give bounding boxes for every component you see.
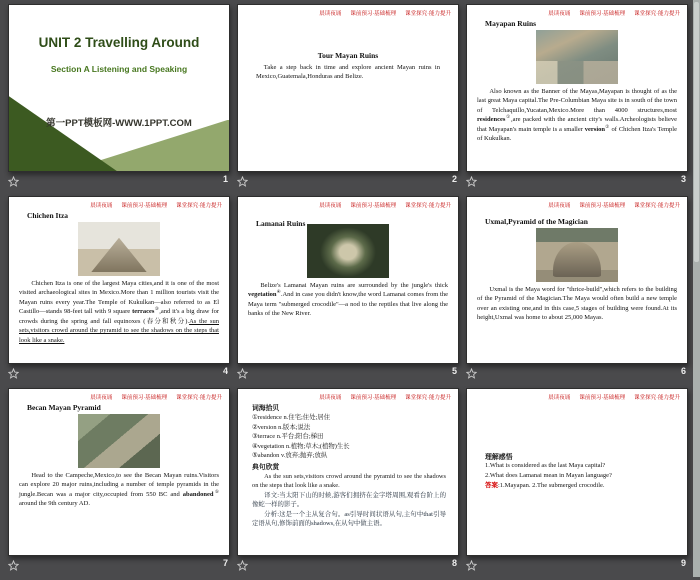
page-number: 5	[451, 366, 457, 376]
page-number: 3	[680, 174, 686, 184]
nav-link-explore[interactable]: 课堂探究·能力提升	[634, 11, 680, 17]
animation-star-icon[interactable]	[237, 368, 248, 379]
lesson-nav	[319, 9, 451, 17]
slide-footer	[466, 556, 688, 580]
slide-title: Tour Mayan Ruins	[317, 51, 379, 60]
nav-link-preview[interactable]: 课前预习·基础梳理	[350, 203, 397, 209]
nav-link-morning-reading[interactable]: 晨读夜诵	[319, 11, 342, 17]
lesson-nav	[90, 201, 222, 209]
vocab-item: ③terrace n.平台;阳台;梯田	[252, 433, 324, 441]
nav-link-preview[interactable]: 课前预习·基础梳理	[350, 395, 397, 401]
vocab-item: ④vegetation n.植物;草木;(植物)生长	[252, 442, 350, 450]
animation-star-icon[interactable]	[237, 176, 248, 187]
page-number: 2	[451, 174, 457, 184]
vocab-item: ⑤abandon v.放弃;抛弃;放纵	[252, 452, 328, 460]
page-number: 8	[451, 558, 457, 568]
slide-cell-2	[237, 4, 459, 196]
unit-title: UNIT 2 Travelling Around	[38, 35, 200, 50]
page-number: 7	[222, 558, 228, 568]
lesson-nav	[90, 393, 222, 401]
slide-cell-1	[8, 4, 230, 196]
question-1: 1.What is considered as the last Maya capital?	[485, 462, 606, 469]
nav-link-explore[interactable]: 课堂探究·能力提升	[176, 203, 222, 209]
slide-thumbnail-8[interactable]	[237, 388, 459, 556]
nav-link-explore[interactable]: 课堂探究·能力提升	[405, 395, 451, 401]
slide-title: Becan Mayan Pyramid	[27, 403, 101, 412]
slide-thumbnail-1[interactable]	[8, 4, 230, 172]
section-subtitle: Section A Listening and Speaking	[50, 64, 188, 74]
slide-body-text: Head to the Campeche,Mexico,to see the Becan Mayan ruins.Visitors can explore 20 major ruins,including a number of temple pyramids in the jungle.Becan was a major city,occupied from 550 BC and abandoned⑤ around the 9th century AD.	[19, 472, 219, 508]
slide-cell-9	[466, 388, 688, 580]
slide-title: Lamanai Ruins	[256, 219, 306, 228]
slide-cell-8	[237, 388, 459, 580]
nav-link-explore[interactable]: 课堂探究·能力提升	[634, 203, 680, 209]
nav-link-morning-reading[interactable]: 晨读夜诵	[548, 203, 571, 209]
nav-link-morning-reading[interactable]: 晨读夜诵	[548, 395, 571, 401]
slide-body-text: Uxmal is the Maya word for "thrice-build",which refers to the building of the Pyramid of the Magician.The Maya would often build a new temple over an existing one,and in this case,5 stages of building were found.At its height,Uxmal was home to about 25,000 Mayas.	[477, 286, 677, 322]
nav-link-explore[interactable]: 课堂探究·能力提升	[176, 395, 222, 401]
animation-star-icon[interactable]	[8, 176, 19, 187]
slide-sorter-grid	[8, 4, 688, 580]
slide-footer	[237, 172, 459, 196]
slide-thumbnail-4[interactable]	[8, 196, 230, 364]
vocab-item: ②version n.版本;说法	[252, 423, 311, 431]
vocab-item: ①residence n.住宅;住处;居住	[252, 414, 331, 421]
nav-link-preview[interactable]: 课前预习·基础梳理	[350, 11, 397, 17]
slide-cell-7	[8, 388, 230, 580]
nav-link-morning-reading[interactable]: 晨读夜诵	[319, 395, 342, 401]
page-number: 1	[222, 174, 228, 184]
slide-title: Mayapan Ruins	[485, 19, 537, 28]
answer-line	[485, 481, 673, 491]
slide-footer	[466, 172, 688, 196]
slide-thumbnail-7[interactable]	[8, 388, 230, 556]
animation-star-icon[interactable]	[466, 176, 477, 187]
nav-link-preview[interactable]: 课前预习·基础梳理	[579, 395, 626, 401]
nav-link-explore[interactable]: 课堂探究·能力提升	[634, 395, 680, 401]
vocab-heading: 词海拾贝	[252, 405, 280, 412]
nav-link-preview[interactable]: 课前预习·基础梳理	[121, 395, 168, 401]
animation-star-icon[interactable]	[466, 560, 477, 571]
becan-pyramid-photo	[78, 414, 160, 468]
vocabulary-section	[238, 389, 458, 529]
nav-link-preview[interactable]: 课前预习·基础梳理	[579, 11, 626, 17]
uxmal-pyramid-photo	[536, 228, 618, 282]
lesson-nav	[319, 201, 451, 209]
slide-thumbnail-5[interactable]	[237, 196, 459, 364]
nav-link-morning-reading[interactable]: 晨读夜诵	[90, 395, 113, 401]
nav-link-preview[interactable]: 课前预习·基础梳理	[121, 203, 168, 209]
nav-link-preview[interactable]: 课前预习·基础梳理	[579, 203, 626, 209]
answer-label: 答案	[485, 482, 498, 490]
nav-link-morning-reading[interactable]: 晨读夜诵	[90, 203, 113, 209]
page-number: 4	[222, 366, 228, 376]
slide-footer	[466, 364, 688, 388]
page-number: 9	[680, 558, 686, 568]
comprehension-heading: 理解感悟	[485, 454, 513, 461]
lesson-nav	[548, 393, 680, 401]
lesson-nav	[548, 9, 680, 17]
sentence-translation: 译文:当太阳下山的时候,游客们拥挤在金字塔周围,观看台阶上的像蛇一样的影子。	[252, 491, 446, 509]
slide-cell-3	[466, 4, 688, 196]
nav-link-morning-reading[interactable]: 晨读夜诵	[319, 203, 342, 209]
vertical-scrollbar[interactable]	[693, 0, 700, 577]
slide-footer	[237, 364, 459, 388]
nav-link-morning-reading[interactable]: 晨读夜诵	[548, 11, 571, 17]
animation-star-icon[interactable]	[237, 560, 248, 571]
answer-text: :1.Mayapan. 2.The submerged crocodile.	[498, 482, 605, 490]
page-number: 6	[680, 366, 686, 376]
animation-star-icon[interactable]	[8, 368, 19, 379]
slide-title: Uxmal,Pyramid of the Magician	[485, 217, 588, 226]
slide-cell-4	[8, 196, 230, 388]
slide-footer	[8, 172, 230, 196]
nav-link-explore[interactable]: 课堂探究·能力提升	[405, 11, 451, 17]
slide-thumbnail-6[interactable]	[466, 196, 688, 364]
slide-body-text: Take a step back in time and explore ancient Mayan ruins in Mexico,Guatemala,Honduras and Belize.	[256, 64, 440, 81]
question-2: 2.What does Lamanai mean in Mayan language?	[485, 472, 612, 480]
scrollbar-thumb[interactable]	[694, 2, 699, 262]
chichen-itza-photo	[78, 222, 160, 276]
slide-footer	[237, 556, 459, 580]
slide-body-text: Chichen Itza is one of the largest Maya cities,and it is one of the most visited archaeological sites in Mexico.More than 1 million tourists visit the Mayan ruins every year.The Temple of Kukulkan—also referred to as El Castillo—stands 98-feet tall with 9 square terraces③,and it's a big draw for crowds during the spring and fall equinoxes (春分和秋分).As the sun sets,visitors crowd around the pyramid to see the shadows on the steps that look like a snake.	[19, 280, 219, 344]
lesson-nav	[548, 201, 680, 209]
lamanai-ruins-photo	[307, 224, 389, 278]
slide-body-text: Also known as the Banner of the Mayas,Mayapan is thought of as the last great Maya capital.The Pre-Columbian Maya site is in south of the town of Telchaquillo,Yucatan,Mexico.More than 4000 structures,most residences①,are packed with the ancient city's walls.Archeologists believe that Mayapan's main temple is a smaller version② of Chichen Itza's Temple of Kukulkan.	[477, 88, 677, 143]
model-sentence: As the sun sets,visitors crowd around the pyramid to see the shadows on the steps that look like a snake.	[252, 473, 446, 490]
mayapan-ruins-photo	[536, 30, 618, 84]
slide-thumbnail-9[interactable]	[466, 388, 688, 556]
sentence-heading: 典句欣赏	[252, 464, 280, 472]
slide-body-text: Belize's Lamanai Mayan ruins are surrounded by the jungle's thick vegetation④.And in case you didn't know,the word Lamanai comes from the Maya term "submerged crocodile"—a nod to the reptiles that live along the banks of the New River.	[248, 282, 448, 318]
slide-cell-5	[237, 196, 459, 388]
dark-green-triangle	[9, 96, 117, 171]
animation-star-icon[interactable]	[466, 368, 477, 379]
animation-star-icon[interactable]	[8, 560, 19, 571]
slide-title: Chichen Itza	[27, 211, 69, 220]
slide-thumbnail-3[interactable]	[466, 4, 688, 172]
watermark-text: 第一PPT模板网-WWW.1PPT.COM	[46, 117, 192, 129]
lesson-nav	[319, 393, 451, 401]
slide-thumbnail-2[interactable]	[237, 4, 459, 172]
nav-link-explore[interactable]: 课堂探究·能力提升	[405, 203, 451, 209]
slide-footer	[8, 556, 230, 580]
sentence-analysis: 分析:这是一个主从复合句。as引导时间状语从句,主句中that引导定语从句,修饰前面的shadows,在从句中做主语。	[252, 510, 446, 528]
comprehension-section	[467, 389, 687, 491]
slide-footer	[8, 364, 230, 388]
slide-cell-6	[466, 196, 688, 388]
